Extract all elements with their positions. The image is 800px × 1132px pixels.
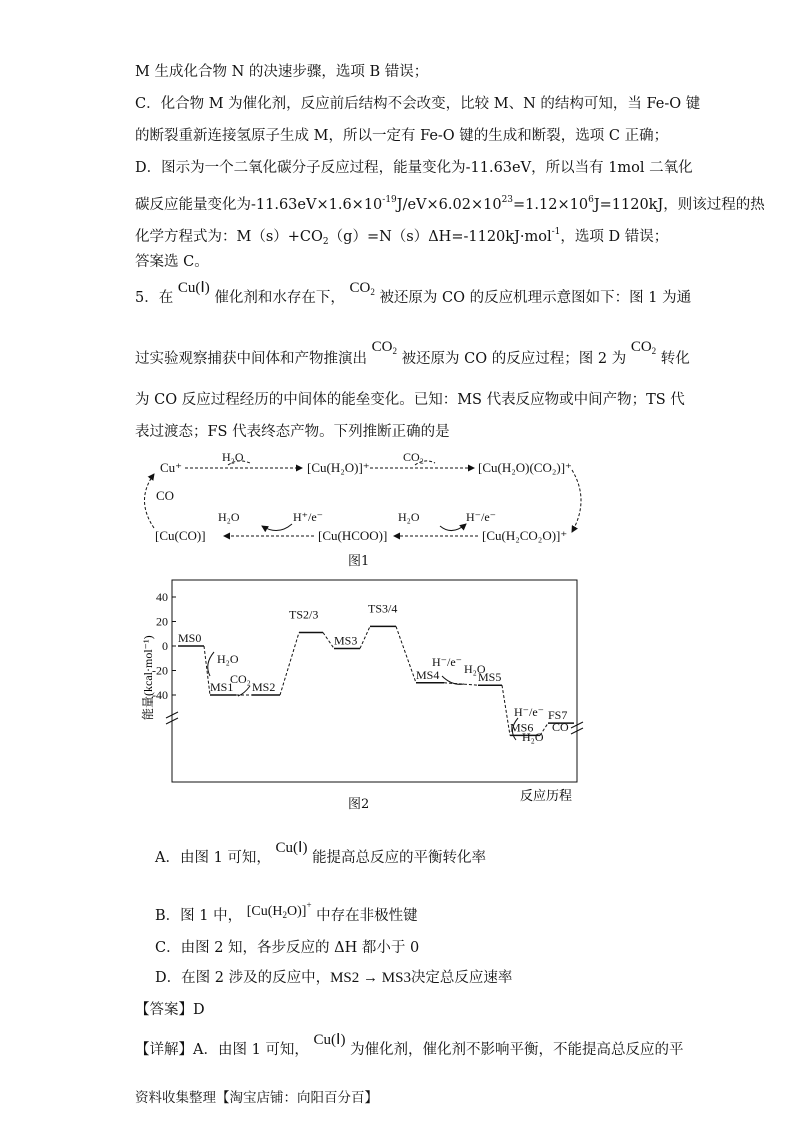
chart-annotation-h2o-3: H₂O bbox=[522, 730, 544, 744]
fig1-h2o-top: H₂O bbox=[222, 450, 244, 464]
energy-label-ms3: MS3 bbox=[334, 633, 358, 648]
text-line-5: 碳反应能量变化为$-11.63eV\times 1.6\times 10^{-19}J/eV\times 6.02\times 10^{23}=1.12\times 10^6J=1120kJ$，则该过程的热 bbox=[135, 195, 765, 213]
energy-connector bbox=[396, 626, 416, 682]
text-line-7: 答案选 C。 bbox=[135, 254, 209, 270]
fig1-cu-h2co2o: [Cu(H₂CO₂O)]⁺ bbox=[482, 528, 568, 543]
figure-1-caption: 图1 bbox=[348, 554, 370, 569]
fig1-cu-co: [Cu(CO)] bbox=[155, 528, 206, 543]
question-5-line-2: 过实验观察捕获中间体和产物推演出 $CO_2$ 被还原为 CO 的反应过程；图 2 为 $CO_2$ 转化 bbox=[135, 339, 690, 367]
detail-line: 【详解】A．由图 1 可知， Cu(Ⅰ) 为催化剂，催化剂不影响平衡，不能提高总反应的平 bbox=[135, 1032, 684, 1058]
question-5-line-4: 表过渡态；FS 代表终态产物。下列推断正确的是 bbox=[135, 424, 450, 440]
option-d: D．在图 2 涉及的反应中，MS2 → MS3决定总反应速率 bbox=[155, 970, 513, 986]
text-line-3: 的断裂重新连接氢原子生成 M，所以一定有 Fe-O 键的生成和断裂，选项 C 正确； bbox=[135, 128, 669, 144]
fig1-h2o-bottom-2: H₂O bbox=[398, 510, 420, 524]
fig1-co-left: CO bbox=[156, 488, 175, 503]
option-c: C．由图 2 知，各步反应的 ΔH 都小于 0 bbox=[155, 940, 420, 956]
energy-label-ms4: MS4 bbox=[416, 667, 440, 682]
chart-ytick-label: -20 bbox=[152, 663, 168, 678]
energy-connector bbox=[204, 646, 210, 695]
energy-label-fs7: FS7 bbox=[548, 708, 568, 723]
fig1-cu-h2o-co2: [Cu(H₂O)(CO₂)]⁺ bbox=[478, 460, 572, 475]
energy-label-ms6: MS6 bbox=[510, 720, 534, 735]
energy-connector bbox=[360, 626, 370, 648]
energy-label-ts2-3: TS2/3 bbox=[289, 607, 319, 622]
answer-line: 【答案】D bbox=[135, 1002, 205, 1018]
option-b: B．图 1 中， $[Cu(H_2O)]^+$ 中存在非极性键 bbox=[155, 900, 418, 924]
fig1-h2o-bottom-1: H₂O bbox=[218, 510, 240, 524]
text-line-6: 化学方程式为：$M(s)+CO_2(g)=N(s)\Delta H=-1120kJ\cdot mol^{-1}$，选项 D 错误； bbox=[135, 227, 669, 247]
chart-xlabel: 反应历程 bbox=[520, 788, 573, 803]
fig1-cu-h2o: [Cu(H₂O)]⁺ bbox=[307, 460, 370, 475]
chart-annotation-co: CO bbox=[552, 720, 569, 734]
energy-connector bbox=[323, 633, 334, 649]
fig1-h-e-1: H⁺/e⁻ bbox=[293, 510, 323, 524]
chart-annotation-co2-1: CO₂ bbox=[230, 672, 251, 686]
fig1-h-e-2: H⁻/e⁻ bbox=[466, 510, 496, 524]
energy-label-ms5: MS5 bbox=[478, 670, 502, 685]
fig1-cu-hcoo: [Cu(HCOO)] bbox=[318, 528, 388, 543]
figure-2-caption: 图2 bbox=[348, 797, 370, 812]
chart-ylabel: 能量(kcal·mol⁻¹) bbox=[141, 635, 155, 720]
chart-annotation-h2o-1: H₂O bbox=[217, 652, 239, 666]
energy-label-ts3-4: TS3/4 bbox=[368, 601, 398, 616]
energy-label-ms0: MS0 bbox=[178, 631, 202, 645]
text-line-2: C．化合物 M 为催化剂，反应前后结构不会改变，比较 M、N 的结构可知，当 Fe-O 键 bbox=[135, 96, 701, 112]
chart-ytick-label: 0 bbox=[162, 639, 168, 653]
energy-label-ms1: MS1 bbox=[210, 680, 234, 694]
chart-annotation-h-e-2: H⁻/e⁻ bbox=[514, 705, 544, 719]
text-line-4: D．图示为一个二氧化碳分子反应过程，能量变化为-11.63eV，所以当有 1mol 二氧化 bbox=[135, 160, 693, 176]
chart-ytick-label: 20 bbox=[156, 614, 168, 629]
energy-connector bbox=[280, 633, 299, 695]
footer: 资料收集整理【淘宝店铺：向阳百分百】 bbox=[135, 1090, 378, 1106]
energy-label-ms2: MS2 bbox=[252, 680, 276, 694]
option-a: A．由图 1 可知， Cu(Ⅰ) 能提高总反应的平衡转化率 bbox=[155, 840, 487, 866]
energy-connector bbox=[502, 685, 510, 735]
chart-annotation-h2o-2: H₂O bbox=[464, 662, 486, 676]
chart-arrow-0 bbox=[208, 652, 214, 676]
fig1-cu-plus: Cu⁺ bbox=[160, 460, 183, 475]
question-5-line-3: 为 CO 反应过程经历的中间体的能垒变化。已知：MS 代表反应物或中间产物；TS 代 bbox=[135, 392, 685, 408]
chart-ytick-label: -40 bbox=[152, 688, 168, 702]
chart-annotation-h-e-1: H⁻/e⁻ bbox=[432, 655, 462, 669]
fig1-co2-top: CO₂ bbox=[403, 450, 424, 464]
chart-ytick-label: 40 bbox=[156, 590, 168, 604]
text-line-1: M 生成化合物 N 的决速步骤，选项 B 错误； bbox=[135, 64, 429, 80]
question-5-line-1: 5．在 Cu(Ⅰ) 催化剂和水存在下， $CO_2$ 被还原为 CO 的反应机理示意图如下：图 1 为通 bbox=[135, 280, 692, 306]
